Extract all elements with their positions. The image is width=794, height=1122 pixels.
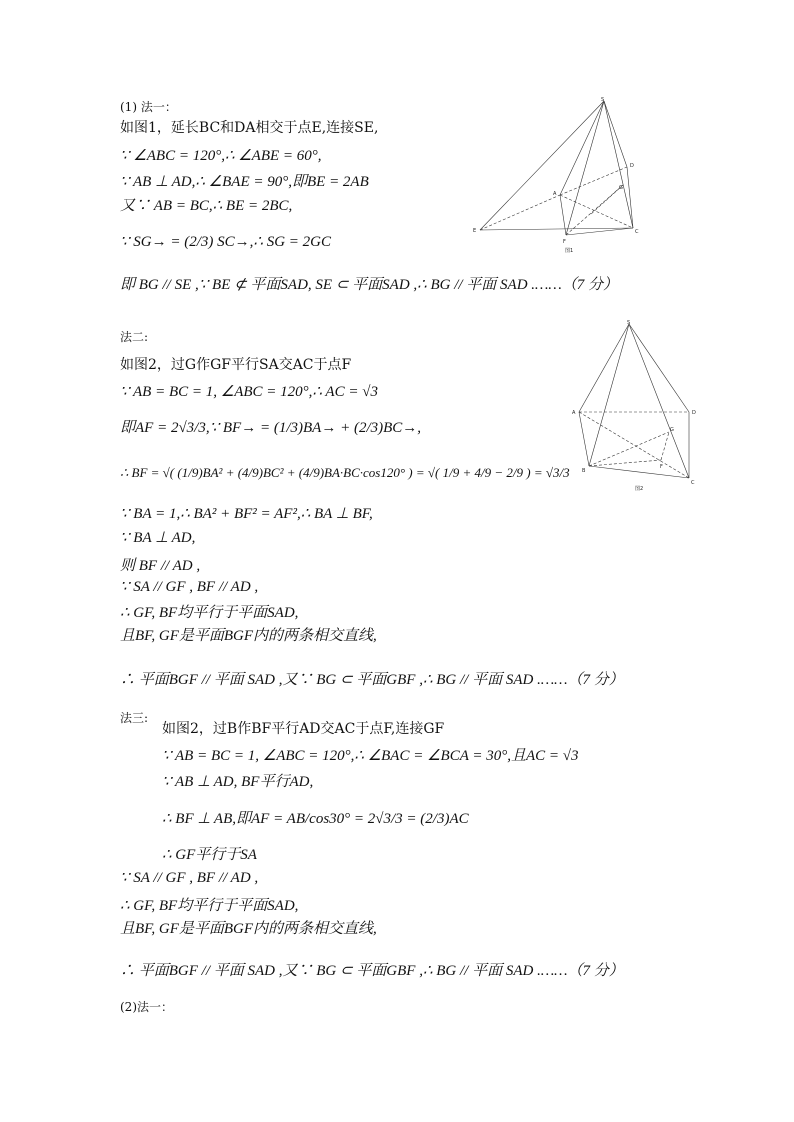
m2-line-1: 如图2，过G作GF平行SA交AC于点F [120,357,352,373]
m2-line-6: ∵ BA ⊥ AD, [120,530,196,546]
fig2-label-s: S [627,320,631,326]
m2-line-8: ∵ SA // GF , BF // AD , [120,579,259,595]
m1-line-3: ∵ AB ⊥ AD,∴ ∠BAE = 90°,即BE = 2AB [120,174,369,190]
part2-heading: (2)法一： [120,1000,173,1014]
fig2-label-d: D [692,410,696,416]
m3-line-2: ∵ AB = BC = 1, ∠ABC = 120°,∴ ∠BAC = ∠BCA = 30°,且AC = √3 [162,748,579,764]
fig1-label-f: F [563,239,566,245]
m1-line-5: ∵ SG→ = (2/3) SC→,∴ SG = 2GC [120,234,331,250]
fig1-label-s: S [601,97,605,103]
m1-line-4: 又∵ AB = BC,∴ BE = 2BC, [120,198,293,214]
m2-heading: 法二: [120,330,149,344]
fig2-label-g: G [670,427,674,433]
m3-line-9: ∴ 平面BGF // 平面 SAD ,又∵ BG ⊂ 平面GBF ,∴ BG // 平面 SAD .……（7 分） [120,963,624,979]
fig1-caption: 图1 [565,248,574,254]
m2-line-2: ∵ AB = BC = 1, ∠ABC = 120°,∴ AC = √3 [120,384,378,400]
m2-line-7: 则 BF // AD , [120,558,201,574]
m2-line-4: ∴ BF = √( (1/9)BA² + (4/9)BC² + (4/9)BA·BC·cos120° ) = √( 1/9 + 4/9 − 2/9 ) = √3/3 [120,465,570,480]
figure-1 [470,95,650,255]
part1-heading: (1) 法一： [120,100,177,114]
m3-heading: 法三: [120,711,149,725]
fig1-label-g: G [619,185,623,191]
m1-line-1: 如图1，延长BC和DA相交于点E,连接SE, [120,120,379,136]
m3-line-8: 且BF, GF是平面BGF内的两条相交直线, [120,921,377,937]
m1-line-2: ∵ ∠ABC = 120°,∴ ∠ABE = 60°, [120,148,322,164]
m3-line-6: ∵ SA // GF , BF // AD , [120,870,259,886]
m2-line-9: ∴ GF, BF均平行于平面SAD, [120,605,299,621]
figure-2 [565,318,705,493]
fig1-label-e: E [473,228,477,234]
fig2-caption: 图2 [635,486,644,492]
m3-line-3: ∵ AB ⊥ AD, BF平行AD, [162,774,314,790]
m3-line-5: ∴ GF平行于SA [162,847,257,863]
m2-line-5: ∵ BA = 1,∴ BA² + BF² = AF²,∴ BA ⊥ BF, [120,506,373,522]
m3-line-1: 如图2，过B作BF平行AD交AC于点F,连接GF [162,721,445,737]
fig2-label-b: B [582,468,586,474]
fig2-label-c: C [691,480,695,486]
m2-line-3: 即AF = 2√3/3,∵ BF→ = (1/3)BA→ + (2/3)BC→, [120,420,422,436]
fig1-label-a: A [553,191,557,197]
m3-line-4: ∴ BF ⊥ AB,即AF = AB/cos30° = 2√3/3 = (2/3)AC [162,811,469,827]
fig1-label-c: C [635,229,639,235]
m2-line-10: 且BF, GF是平面BGF内的两条相交直线, [120,628,377,644]
m1-line-6: 即 BG // SE ,∵ BE ⊄ 平面SAD, SE ⊂ 平面SAD ,∴ BG // 平面 SAD .……（7 分） [120,277,618,293]
fig2-label-f: F [660,464,663,470]
fig1-label-d: D [630,163,634,169]
fig2-label-a: A [572,410,576,416]
m2-line-11: ∴ 平面BGF // 平面 SAD ,又∵ BG ⊂ 平面GBF ,∴ BG // 平面 SAD .……（7 分） [120,672,624,688]
m3-line-7: ∴ GF, BF均平行于平面SAD, [120,898,299,914]
